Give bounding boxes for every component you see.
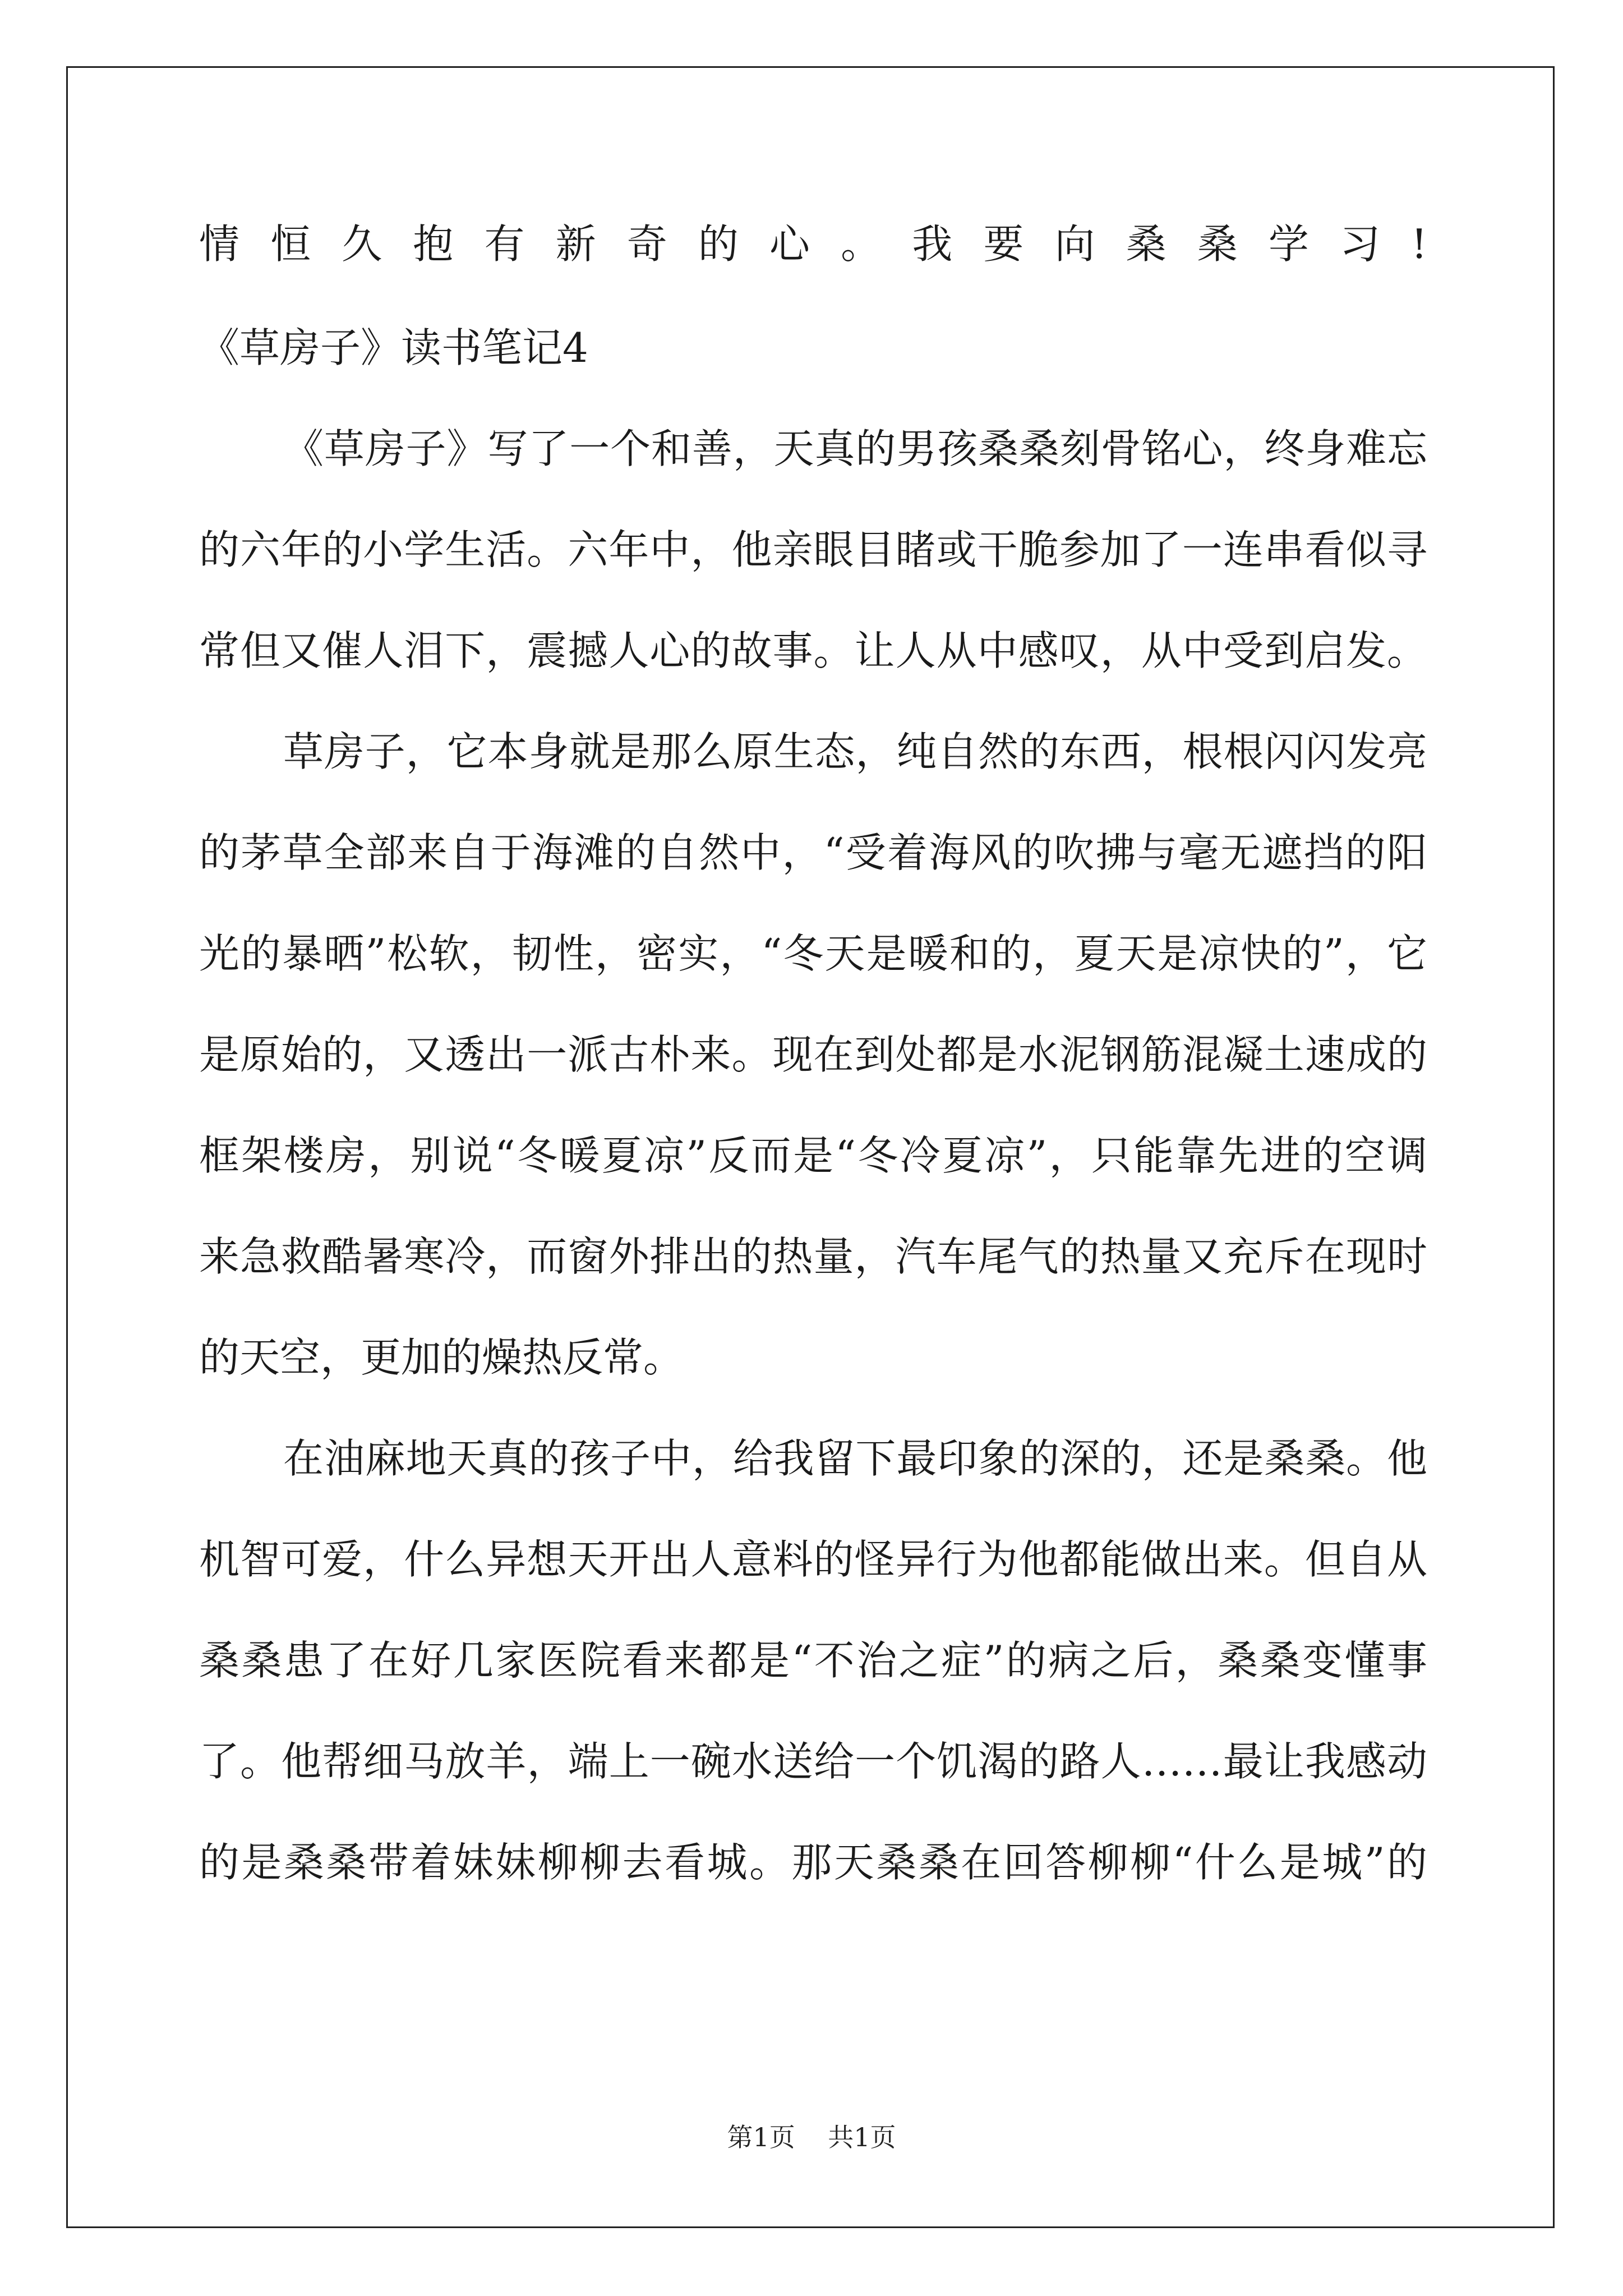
text-line: 光的暴晒”松软，韧性，密实，“冬天是暖和的，夏天是凉快的”，它: [199, 930, 1427, 977]
page-number: 第1页: [727, 2122, 795, 2152]
text-line: 情恒久抱有新奇的心。我要向桑桑学习!: [199, 220, 1427, 268]
text-line: 机智可爱，什么异想天开出人意料的怪异行为他都能做出来。但自从: [199, 1536, 1427, 1583]
text-line: 是原始的，又透出一派古朴来。现在到处都是水泥钢筋混凝土速成的: [199, 1031, 1427, 1078]
text-line: 草房子，它本身就是那么原生态，纯自然的东西，根根闪闪发亮: [283, 728, 1427, 775]
text-line: 的茅草全部来自于海滩的自然中，“受着海风的吹拂与毫无遮挡的阳: [199, 829, 1427, 876]
text-line: 在油麻地天真的孩子中，给我留下最印象的深的，还是桑桑。他: [283, 1435, 1427, 1482]
text-line: 了。他帮细马放羊，端上一碗水送给一个饥渴的路人……最让我感动: [199, 1738, 1427, 1785]
text-line: 框架楼房，别说“冬暖夏凉”反而是“冬冷夏凉”，只能靠先进的空调: [199, 1132, 1427, 1179]
text-line: 《草房子》写了一个和善，天真的男孩桑桑刻骨铭心，终身难忘: [283, 425, 1427, 472]
text-line: 来急救酷暑寒冷，而窗外排出的热量，汽车尾气的热量又充斥在现时: [199, 1233, 1427, 1280]
text-line: 的天空，更加的燥热反常。: [199, 1334, 684, 1381]
text-line: 桑桑患了在好几家医院看来都是“不治之症”的病之后，桑桑变懂事: [199, 1637, 1427, 1684]
text-line: 的是桑桑带着妹妹柳柳去看城。那天桑桑在回答柳柳“什么是城”的: [199, 1839, 1427, 1886]
text-line: 常但又催人泪下，震撼人心的故事。让人从中感叹，从中受到启发。: [199, 627, 1427, 674]
page-total: 共1页: [828, 2122, 896, 2152]
section-heading: 《草房子》读书笔记4: [199, 324, 588, 371]
page-footer: [0, 2120, 1623, 2154]
text-line: 的六年的小学生活。六年中，他亲眼目睹或干脆参加了一连串看似寻: [199, 526, 1427, 573]
